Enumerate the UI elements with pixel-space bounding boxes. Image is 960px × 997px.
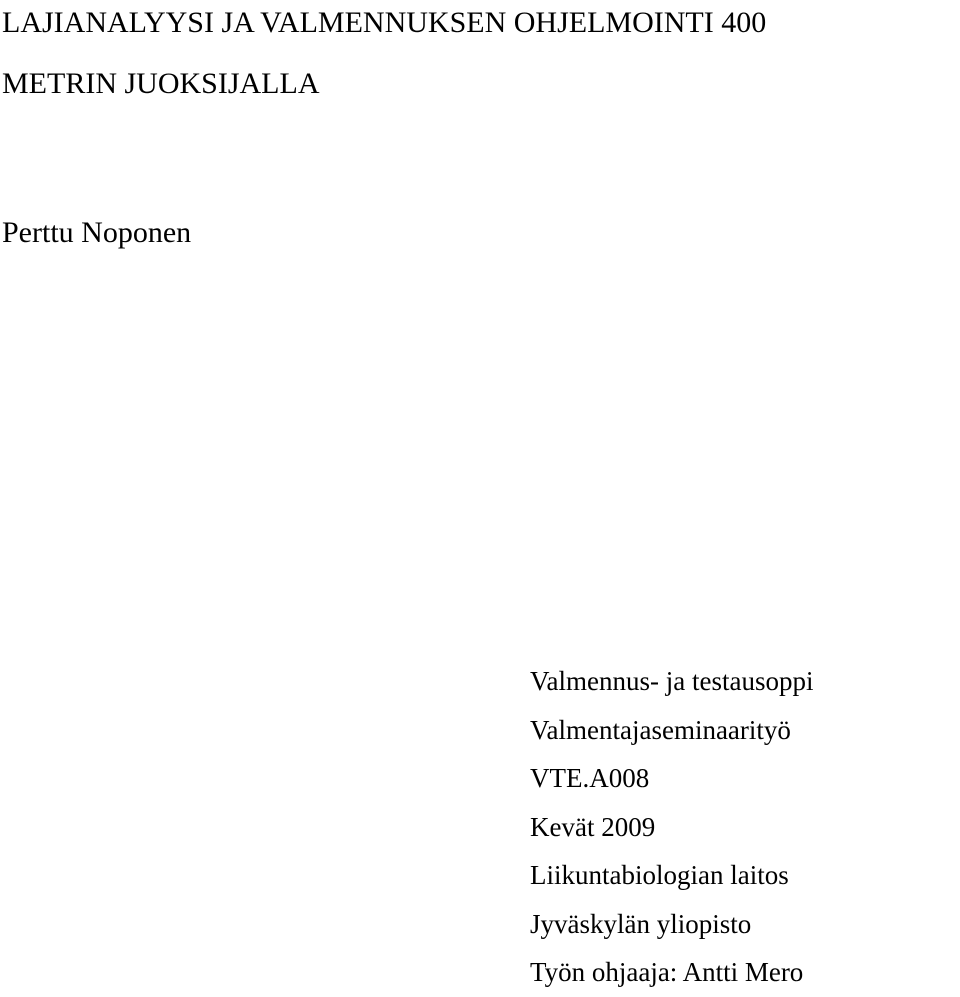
author-name: Perttu Noponen <box>2 216 192 249</box>
work-type: Valmentajaseminaarityö <box>530 714 791 745</box>
course-name: Valmennus- ja testausoppi <box>530 666 814 696</box>
supervisor: Työn ohjaaja: Antti Mero <box>530 957 804 987</box>
title-line-1: LAJIANALYYSI JA VALMENNUKSEN OHJELMOINTI 400 <box>2 6 767 39</box>
document-info-block <box>530 657 813 997</box>
course-code: VTE.A008 <box>530 763 650 793</box>
department: Liikuntabiologian laitos <box>530 860 789 890</box>
university: Jyväskylän yliopisto <box>530 908 752 939</box>
term-date: Kevät 2009 <box>530 811 656 842</box>
title-line-2: METRIN JUOKSIJALLA <box>2 67 320 100</box>
document-title <box>2 0 960 114</box>
